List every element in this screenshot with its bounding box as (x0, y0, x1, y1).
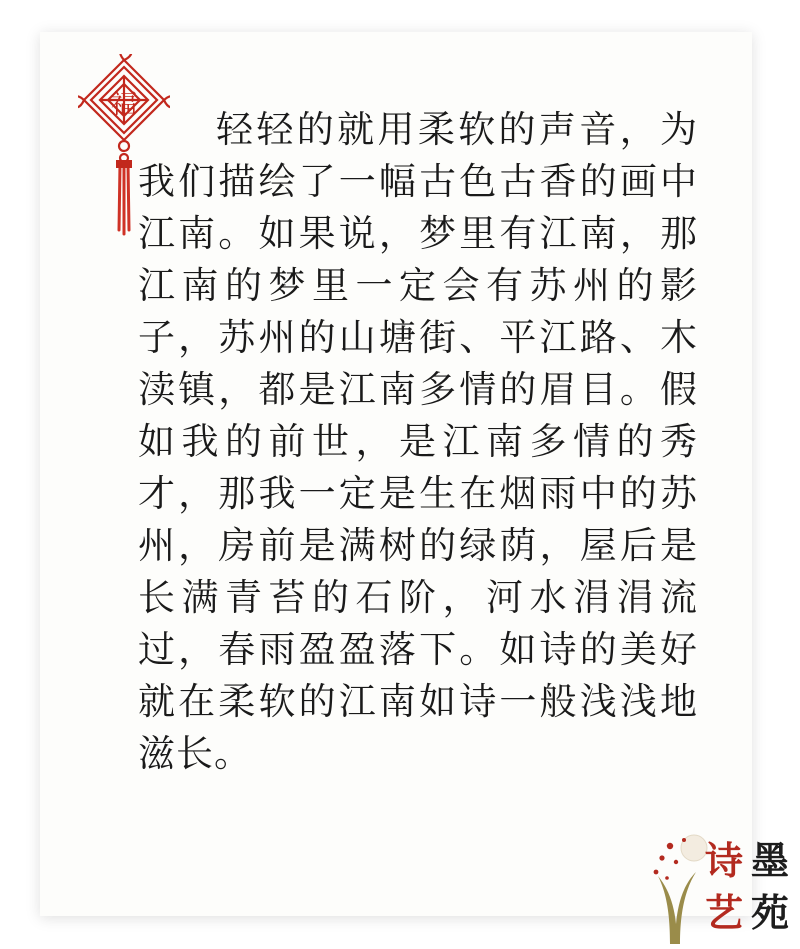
fu-character: 福 (110, 90, 138, 120)
poem-body-text: 轻轻的就用柔软的声音，为我们描绘了一幅古色古香的画中江南。如果说，梦里有江南，那江南的梦里一定会有苏州的影子，苏州的山塘街、平江路、木渎镇，都是江南多情的眉目。假如我的前世，是江南多情的秀才，那我一定是生在烟雨中的苏州，房前是满树的绿荫，屋后是长满青苔的石阶，河水涓涓流过，春雨盈盈落下。如诗的美好就在柔软的江南如诗一般浅浅地滋长。 (138, 108, 698, 775)
seal-char-3: 艺 (704, 891, 743, 935)
seal-char-4: 苑 (750, 891, 789, 935)
brand-seal (640, 832, 790, 947)
poster-card (40, 32, 789, 935)
seal-char-2: 墨 (750, 839, 789, 883)
seal-char-1: 诗 (704, 839, 743, 883)
seal-characters (702, 836, 794, 940)
